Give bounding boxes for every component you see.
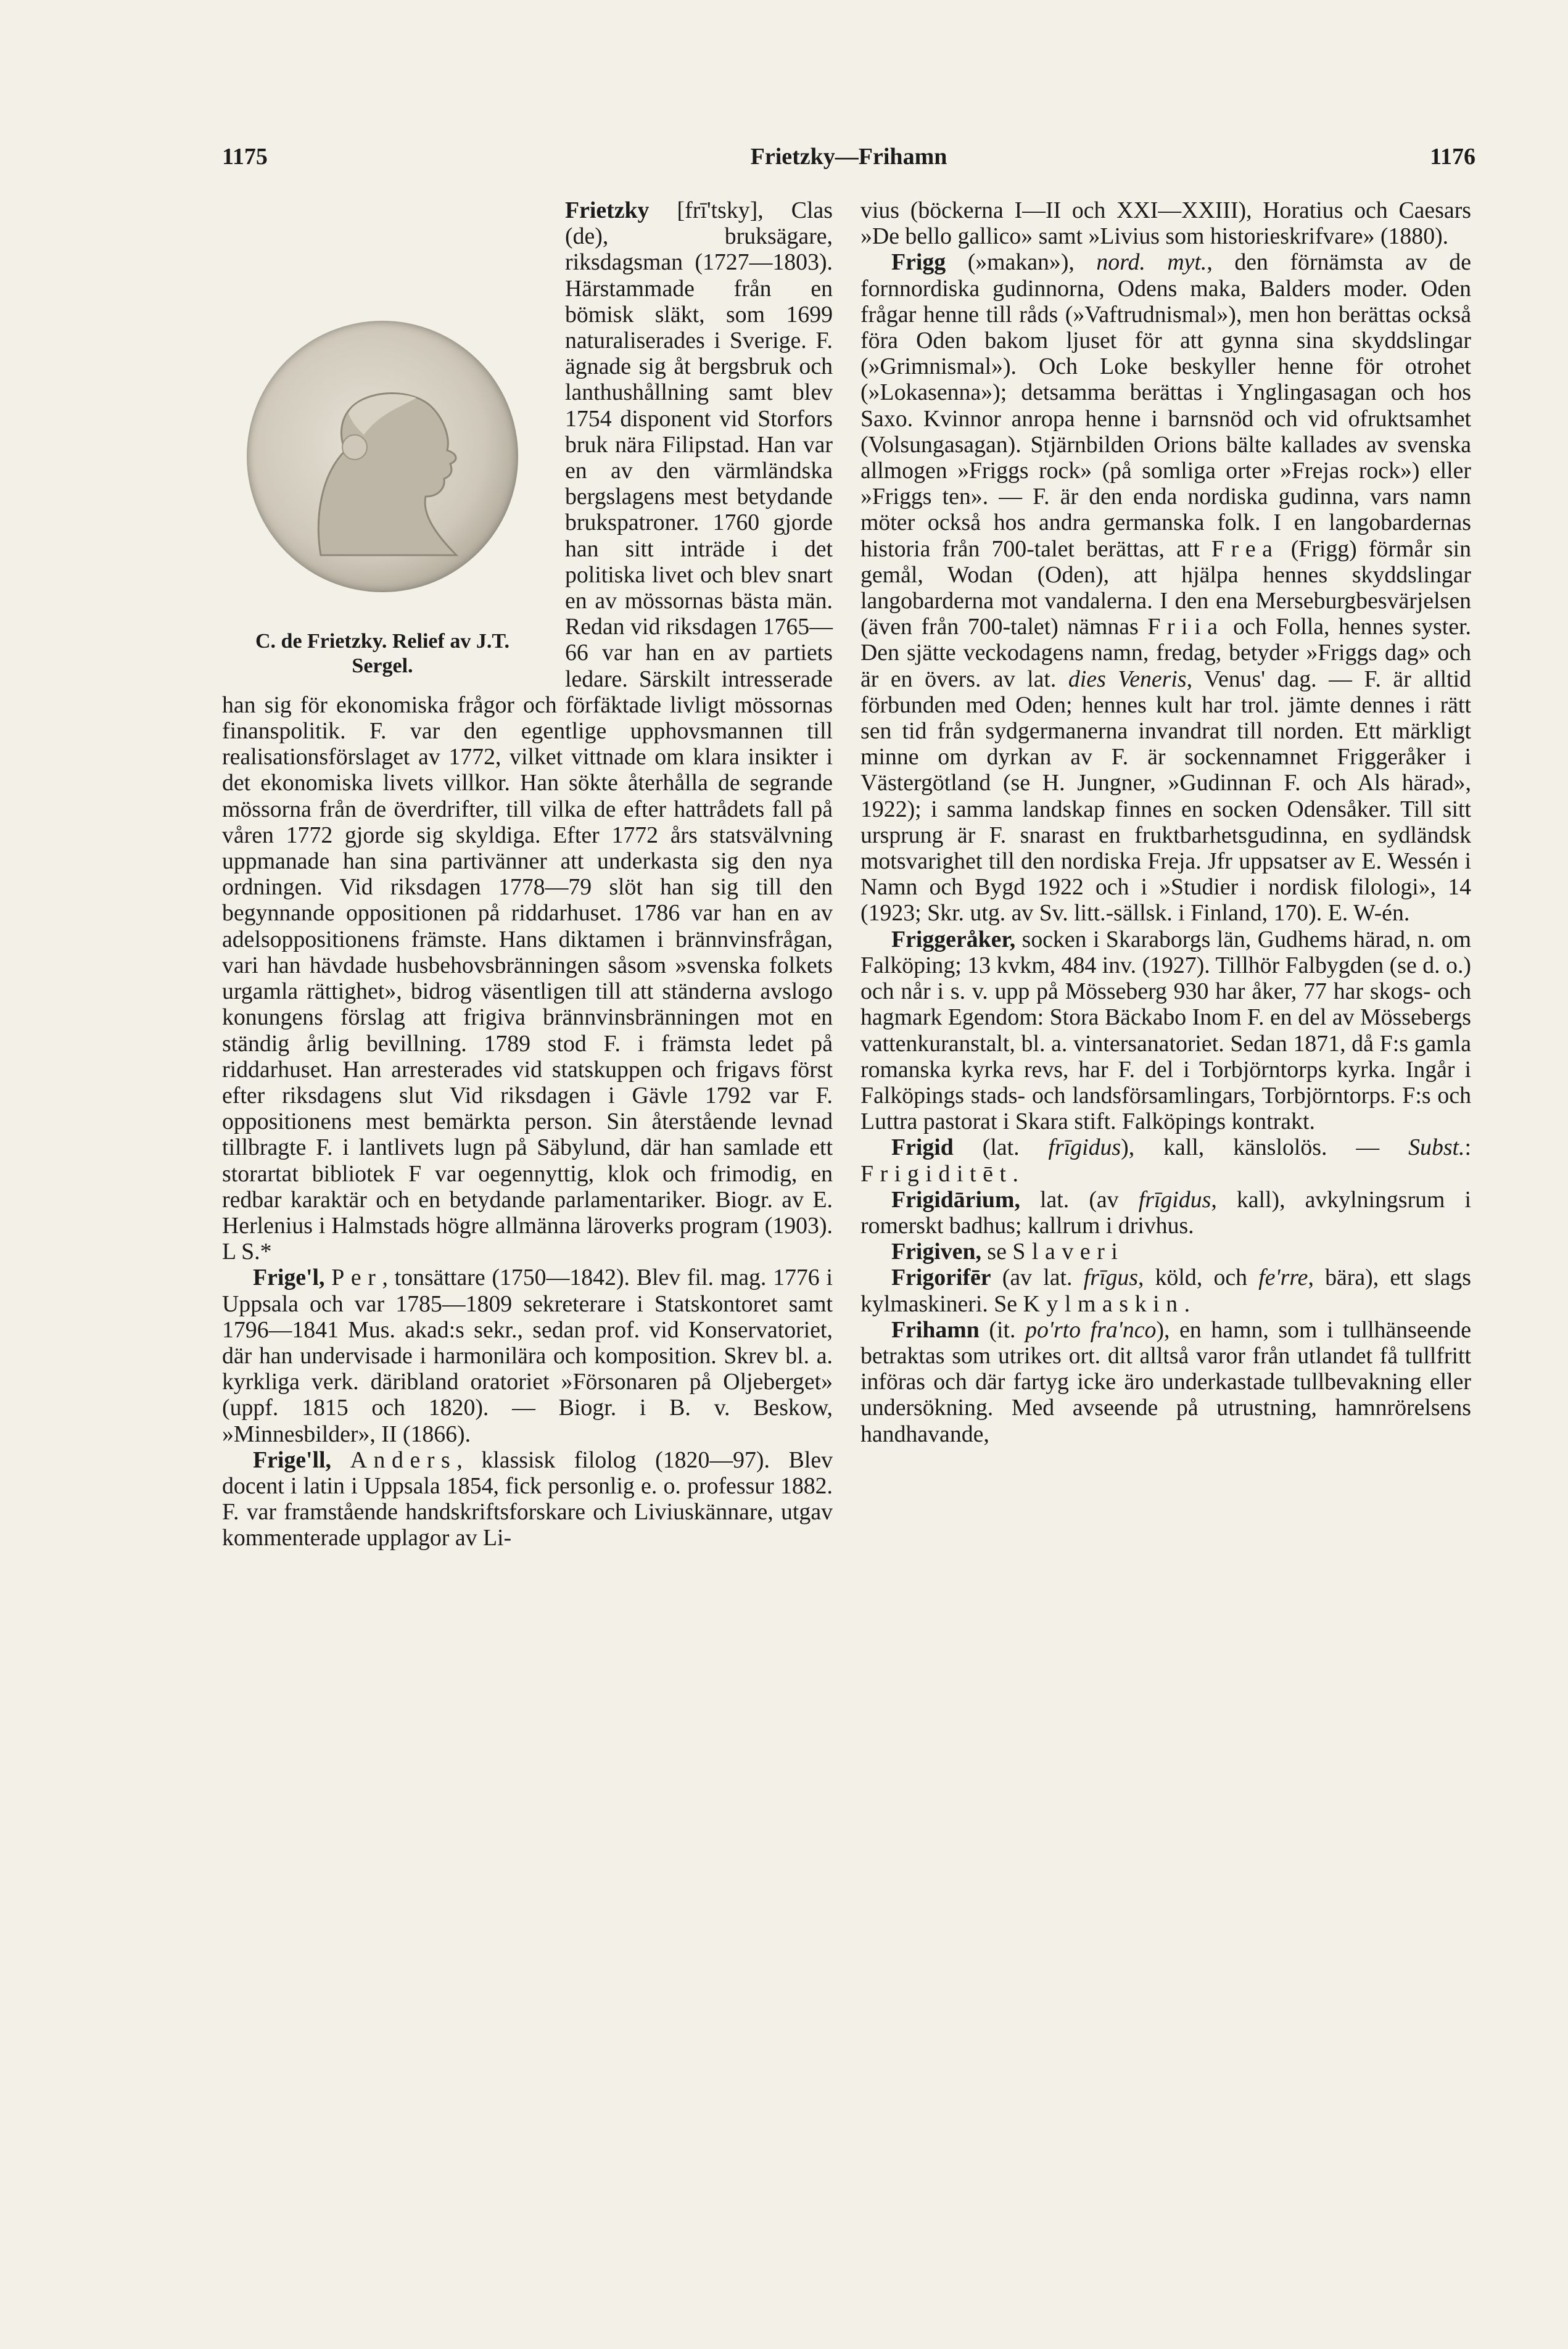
headword-frietzky: Frietzky [565, 197, 650, 223]
entry-frigiven-text-a: se [981, 1239, 1013, 1265]
headword-frigorifer: Frigorifēr [891, 1265, 991, 1291]
entry-frigorifer-text-b: , köld, och [1137, 1265, 1259, 1291]
entry-frigg-frea: Frea [1211, 535, 1279, 562]
entry-frigid-text-a: (lat. [953, 1134, 1049, 1161]
entry-frigg-friia: Friia [1147, 614, 1224, 640]
headword-frihamn: Frihamn [891, 1316, 980, 1343]
figure-caption-line-2: Sergel. [352, 654, 413, 677]
headword-frigel: Frige'l, [253, 1265, 325, 1291]
entry-frigorifer-text-a: (av lat. [991, 1265, 1084, 1291]
frigell-first-name: Anders [350, 1447, 457, 1473]
page-number-right: 1176 [1430, 144, 1475, 170]
entry-frigid [860, 1134, 1471, 1186]
entry-frigid-text-b: ), kall, känslolös. — [1121, 1134, 1409, 1161]
entry-frigidarium-text-b: , kall), avkylningsrum i romerskt badhus; kallrum i drivhus. [860, 1186, 1472, 1239]
entry-frigorifer-ref: Kylmaskin [1023, 1290, 1184, 1317]
entry-frigg-dies-veneris: dies Veneris [1068, 666, 1187, 692]
portrait-figure [210, 197, 555, 685]
entry-frigg-domain: nord. myt. [1096, 249, 1207, 276]
entry-frigid-text-d: . [1012, 1160, 1018, 1187]
headword-frigg: Frigg [891, 249, 946, 276]
entry-frigorifer-text-c: , bära), ett slags kylmaskineri. Se [860, 1265, 1471, 1317]
entry-frigel-text: , tonsättare (1750—1842). Blev fil. mag. 1776 i Uppsala och var 1785—1809 sekreterare i Statskontoret samt 1796—1841 Mus. akad:s sekr., sedan prof. vid Konservatoriet, där han undervisade i harmonilära och komposition. Skrev bl. a. kyrkliga verk. däribland oratoriet »Försonaren på Oljeberget» (uppf. 1815 och 1820). — Biogr. i B. v. Beskow, »Minnesbilder», II (1866). [222, 1265, 833, 1447]
entry-frigel-per [222, 1265, 833, 1447]
entry-frigiven [860, 1239, 1471, 1265]
entry-frigid-latin: frīgidus [1048, 1134, 1121, 1161]
entry-frigg [860, 249, 1471, 926]
entry-frigg-text-a: (»makan»), [946, 249, 1097, 276]
entry-frigg-text-e: , Venus' dag. — F. är alltid förbunden med Oden; hennes kult har trol. jämte dennes i rätt sen tid från sydgermanerna invandrat till norden. Ett märkligt minne om dyrkan av F. är sockennamnet Friggeråker i Västergötland (se H. Jungner, »Gudinnan F. och Als härad», 1922); i samma landskap finnes en socken Odensåker. Till sitt ursprung är F. snarast en fruktbarhetsgudinna, en sydländsk motsvarighet till den nordiska Freja. Jfr uppsatser av E. Wessén i Namn och Bygd 1922 och i »Studier i nordisk filologi», 14 (1923; Skr. utg. av Sv. litt.-sällsk. i Finland, 170). E. W-én. [860, 666, 1471, 927]
entry-friggeraker-text: socken i Skaraborgs län, Gudhems härad, n. om Falköping; 13 kvkm, 484 inv. (1927). Tillhör Falbygden (se d. o.) och når i s. v. upp på Mösseberg 930 har åker, 77 har skogs- och hagmark Egendom: Stora Bäckabo Inom F. en del av Mössebergs vattenkuranstalt, bl. a. vintersanatoriet. Sedan 1871, då F:s gamla romanska kyrka revs, har F. del i Torbjörntorps kyrka. Ingår i Falköpings stads- och landsförsamlingars, Torbjörntorps. F:s och Luttra pastorat i Skara stift. Falköpings kontrakt. [860, 926, 1471, 1135]
running-title: Frietzky—Frihamn [750, 144, 947, 170]
entry-frigid-text-c: : [1464, 1134, 1472, 1161]
running-header [222, 143, 1475, 180]
frigel-first-name: Per [331, 1265, 382, 1291]
entry-frigidarium-latin: frīgidus [1138, 1186, 1211, 1213]
headword-frigidarium: Frigidārium, [891, 1186, 1020, 1213]
figure-caption [210, 629, 555, 679]
entry-frigell-text: , klassisk filolog (1820—97). Blev docent i latin i Uppsala 1854, fick personlig e. o. professur 1882. F. var framstående handskriftsforskare och Liviuskännare, utgav kommenterade upplagor av Li- [222, 1447, 833, 1551]
entry-frigorifer-latin-1: frīgus [1083, 1265, 1138, 1291]
entry-frihamn [860, 1317, 1471, 1447]
entry-frigiven-ref: Slaveri [1012, 1239, 1124, 1265]
entry-frihamn-italian: po'rto fra'nco [1025, 1316, 1157, 1343]
portrait-relief-medallion [247, 321, 518, 592]
entry-frigg-text-c: (Frigg) förmår sin gemål, Wodan (Oden), att hjälpa hennes skyddslingar langobarderna mot vandalerna. I den ena Merseburgbesvärjelsen (även från 700-talet) nämnas [860, 535, 1472, 640]
page-number-left: 1175 [222, 144, 268, 170]
headword-friggeraker: Friggeråker, [891, 926, 1016, 952]
entry-frigidarium [860, 1187, 1471, 1239]
left-column [222, 197, 833, 1551]
portrait-relief-profile [247, 321, 518, 592]
entry-frietzky-text: [frī'tsky], Clas (de), bruksägare, riksdagsman (1727—1803). Härstammade från en bömisk släkt, som 1699 naturaliserades i Sverige. F. ägnade sig åt bergsbruk och lanthushållning samt blev 1754 disponent vid Storfors bruk nära Filipstad. Han var en av den värmländska bergslagens mest betydande brukspatroner. 1760 gjorde han sitt inträde i det politiska livet och blev snart en av mössornas bästa män. Redan vid riksdagen 1765—66 var han en av partiets ledare. Särskilt intresserade han sig för ekonomiska frågor och förfäktade livligt mössornas finanspolitik. F. var den egentlige upphovsmannen till realisationsförslaget av 1772, vilket vittnade om klara insikter i det ekonomiska livets villkor. Han sökte återhålla de segrande mössorna från de överdrifter, till vilka de efter hattrådets fall på våren 1772 gjorde sig skyldiga. Efter 1772 års statsvälvning uppmanade han sina partivänner att underkasta sig den nya ordningen. Vid riksdagen 1778—79 slöt han sig till den begynnande oppositionen på riddarhuset. 1786 var han en av adelsoppositionens främste. Hans diktamen i brännvinsfrågan, vari han hävdade husbehovsbränningen såsom »svenska folkets urgamla rättighet», bidrog väsentligen till att ständerna avslogo konungens förslag att frigiva brännvinsbränningen mot en ständig årlig bevillning. 1789 stod F. i främsta ledet på riddarhuset. Han arresterades vid statskuppen och frigavs först efter riksdagens slut Vid riksdagen i Gävle 1792 var F. oppositionens mest bemärkta person. Sin återstående levnad tillbragte F. i lantlivets lugn på Säbylund, där han samlade ett storartat bibliotek F var oegennyttig, klok och frimodig, en redbar karaktär och en betydande parlamentariker. Biogr. av E. Herlenius i Halmstads högre allmänna läroverks program (1903). L S.* [222, 197, 833, 1265]
entry-frigorifer-text-d: . [1184, 1290, 1190, 1317]
headword-frigid: Frigid [891, 1134, 954, 1161]
entry-frigidarium-text-a: lat. (av [1020, 1186, 1139, 1213]
entry-frigorifer [860, 1265, 1471, 1316]
headword-frigell: Frige'll, [253, 1447, 331, 1473]
figure-caption-line-1: C. de Frietzky. Relief av J.T. [255, 630, 510, 653]
entry-frigell-continued: vius (böckerna I—II och XXI—XXIII), Horatius och Caesars »De bello gallico» samt »Livius som historieskrifvare» (1880). [860, 197, 1471, 250]
headword-frigiven: Frigiven, [891, 1239, 981, 1265]
entry-frigell-anders [222, 1447, 833, 1551]
right-column [860, 197, 1471, 1447]
entry-frigg-text-d: och Folla, hennes syster. Den sjätte veckodagens namn, fredag, betyder »Friggs dag» och är en övers. av lat. [860, 614, 1471, 692]
entry-friggeraker [860, 927, 1471, 1135]
entry-frigid-frigiditet: Frigiditēt [860, 1160, 1013, 1187]
entry-frigg-text-b: , den förnämsta av de fornnordiska gudinnorna, Odens maka, Balders moder. Oden frågar henne till råds (»Vaftrudnismal»), men hon berättas också föra Oden bakom ljuset för att gynna sina skyddslingar (»Grimnismal»). Och Loke beskyller henne för otrohet (»Lokasenna»); detsamma berättas i Ynglingasagan och hos Saxo. Kvinnor anropa henne i barnsnöd och vid ofruktsamhet (Volsungasagan). Stjärnbilden Orions bälte kallades av svenska allmogen »Friggs rock» (på somliga orter »Frejas rock») eller »Friggs ten». — F. är den enda nordiska gudinna, vars namn möter också hos andra germanska folk. I en langobardernas historia från 700-talet berättas, att [860, 249, 1471, 562]
entry-frigid-subst: Subst. [1408, 1134, 1465, 1161]
entry-frigorifer-latin-2: fe'rre [1258, 1265, 1308, 1291]
entry-frihamn-text-a: (it. [979, 1316, 1026, 1343]
entry-frihamn-text-b: ), en hamn, som i tullhänseende betraktas som utrikes ort. dit alltså varor från utlandet få tullfritt införas och där fartyg icke äro underkastade tullbevakning eller undersökning. Med avseende på utrustning, hamnrörelsens handhavande, [860, 1316, 1471, 1447]
